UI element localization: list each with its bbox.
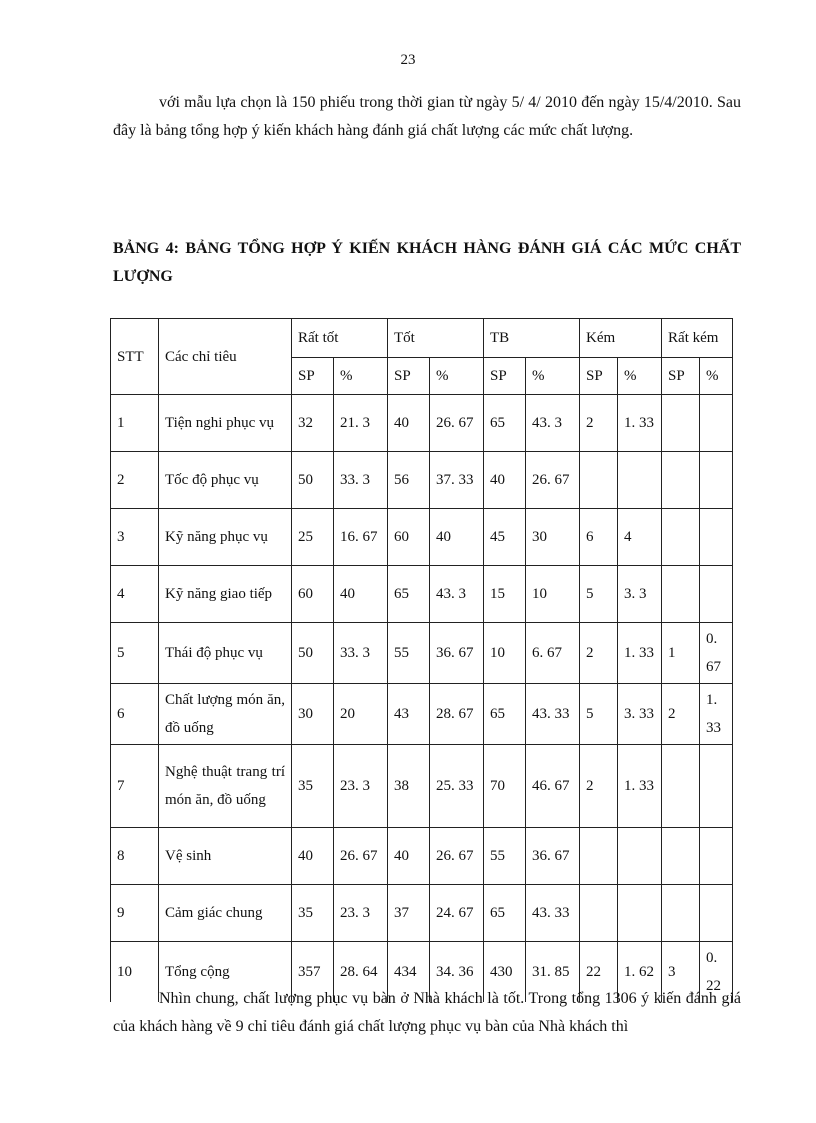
cell-percent: 28. 64 (334, 942, 388, 1003)
header-group: Tốt (388, 319, 484, 358)
cell-percent: 30 (526, 509, 580, 566)
cell-percent: 21. 3 (334, 395, 388, 452)
table-row (111, 885, 733, 942)
cell-percent: 34. 36 (430, 942, 484, 1003)
cell-percent: 28. 67 (430, 684, 484, 745)
cell-sp (580, 885, 618, 942)
cell-sp: 55 (484, 828, 526, 885)
cell-percent: 37. 33 (430, 452, 484, 509)
row-criteria: Nghệ thuật trang trí món ăn, đồ uống (159, 745, 292, 828)
cell-sp: 40 (388, 828, 430, 885)
table-body (111, 395, 733, 1003)
cell-percent (618, 828, 662, 885)
sub-header-sp: SP (662, 358, 700, 395)
cell-sp: 60 (388, 509, 430, 566)
cell-percent: 20 (334, 684, 388, 745)
closing-paragraph: Nhìn chung, chất lượng phục vụ bàn ở Nhà khách là tốt. Trong tổng 1306 ý kiến đánh giá của khách hàng về 9 chỉ tiêu đánh giá chất lượng phục vụ bàn của Nhà khách thì (113, 990, 741, 1035)
cell-sp: 25 (292, 509, 334, 566)
cell-sp: 434 (388, 942, 430, 1003)
table-title: BẢNG 4: BẢNG TỔNG HỢP Ý KIẾN KHÁCH HÀNG ĐÁNH GIÁ CÁC MỨC CHẤT LƯỢNG (113, 240, 741, 285)
cell-percent: 23. 3 (334, 745, 388, 828)
table-row (111, 828, 733, 885)
cell-percent (700, 745, 733, 828)
cell-percent: 1. 33 (618, 395, 662, 452)
cell-sp: 65 (484, 885, 526, 942)
cell-percent (700, 395, 733, 452)
cell-percent: 40 (334, 566, 388, 623)
table-row (111, 452, 733, 509)
intro-paragraph: với mẫu lựa chọn là 150 phiếu trong thời gian từ ngày 5/ 4/ 2010 đến ngày 15/4/2010. Sau đây là bảng tổng hợp ý kiến khách hàng đánh giá chất lượng các mức chất lượng. (113, 94, 741, 139)
sub-header-pct: % (334, 358, 388, 395)
cell-sp: 3 (662, 942, 700, 1003)
table-row (111, 509, 733, 566)
table-row (111, 395, 733, 452)
header-group: Kém (580, 319, 662, 358)
cell-percent: 33. 3 (334, 623, 388, 684)
evaluation-table (110, 318, 733, 1002)
row-stt: 2 (111, 452, 159, 509)
row-stt: 1 (111, 395, 159, 452)
cell-percent: 26. 67 (334, 828, 388, 885)
sub-header-sp: SP (388, 358, 430, 395)
cell-percent: 43. 3 (526, 395, 580, 452)
cell-sp (580, 828, 618, 885)
cell-sp: 50 (292, 452, 334, 509)
cell-sp: 22 (580, 942, 618, 1003)
cell-percent: 6. 67 (526, 623, 580, 684)
cell-sp: 30 (292, 684, 334, 745)
cell-sp: 35 (292, 885, 334, 942)
cell-sp: 56 (388, 452, 430, 509)
cell-percent: 1. 62 (618, 942, 662, 1003)
cell-percent (618, 452, 662, 509)
row-stt: 3 (111, 509, 159, 566)
cell-percent: 36. 67 (430, 623, 484, 684)
cell-sp (662, 885, 700, 942)
cell-sp: 10 (484, 623, 526, 684)
table-row (111, 623, 733, 684)
cell-sp: 55 (388, 623, 430, 684)
cell-percent (700, 885, 733, 942)
row-criteria: Tiện nghi phục vụ (159, 395, 292, 452)
cell-sp: 5 (580, 566, 618, 623)
cell-percent: 36. 67 (526, 828, 580, 885)
row-criteria: Thái độ phục vụ (159, 623, 292, 684)
row-stt: 8 (111, 828, 159, 885)
header-group: Rất kém (662, 319, 733, 358)
cell-percent: 1. 33 (700, 684, 733, 745)
cell-sp (580, 452, 618, 509)
cell-percent: 0. 67 (700, 623, 733, 684)
sub-header-pct: % (430, 358, 484, 395)
row-stt: 4 (111, 566, 159, 623)
cell-sp (662, 566, 700, 623)
cell-sp: 6 (580, 509, 618, 566)
sub-header-pct: % (526, 358, 580, 395)
header-group: Rất tốt (292, 319, 388, 358)
cell-percent: 16. 67 (334, 509, 388, 566)
cell-percent: 26. 67 (526, 452, 580, 509)
cell-percent: 10 (526, 566, 580, 623)
cell-percent (700, 452, 733, 509)
header-group: TB (484, 319, 580, 358)
row-criteria: Cảm giác chung (159, 885, 292, 942)
cell-sp: 15 (484, 566, 526, 623)
cell-sp: 65 (388, 566, 430, 623)
cell-percent: 26. 67 (430, 395, 484, 452)
header-stt: STT (111, 319, 159, 395)
row-stt: 6 (111, 684, 159, 745)
cell-sp: 40 (292, 828, 334, 885)
cell-sp (662, 509, 700, 566)
cell-percent: 46. 67 (526, 745, 580, 828)
cell-percent: 3. 33 (618, 684, 662, 745)
row-stt: 5 (111, 623, 159, 684)
cell-percent: 23. 3 (334, 885, 388, 942)
cell-sp: 60 (292, 566, 334, 623)
sub-header-pct: % (618, 358, 662, 395)
cell-percent: 4 (618, 509, 662, 566)
cell-percent: 26. 67 (430, 828, 484, 885)
cell-sp: 430 (484, 942, 526, 1003)
cell-sp: 70 (484, 745, 526, 828)
table-row (111, 566, 733, 623)
row-criteria: Tốc độ phục vụ (159, 452, 292, 509)
cell-sp: 2 (580, 745, 618, 828)
cell-percent: 25. 33 (430, 745, 484, 828)
cell-sp: 5 (580, 684, 618, 745)
cell-percent (700, 566, 733, 623)
row-criteria: Tổng cộng (159, 942, 292, 1003)
cell-percent: 43. 33 (526, 684, 580, 745)
sub-header-pct: % (700, 358, 733, 395)
row-criteria: Kỹ năng giao tiếp (159, 566, 292, 623)
cell-sp: 40 (388, 395, 430, 452)
cell-sp (662, 745, 700, 828)
table-row (111, 745, 733, 828)
cell-percent: 3. 3 (618, 566, 662, 623)
cell-sp: 45 (484, 509, 526, 566)
cell-sp: 38 (388, 745, 430, 828)
sub-header-sp: SP (484, 358, 526, 395)
cell-percent: 31. 85 (526, 942, 580, 1003)
sub-header-sp: SP (292, 358, 334, 395)
cell-sp (662, 452, 700, 509)
row-criteria: Kỹ năng phục vụ (159, 509, 292, 566)
cell-sp: 35 (292, 745, 334, 828)
cell-percent: 24. 67 (430, 885, 484, 942)
row-stt: 10 (111, 942, 159, 1003)
row-stt: 9 (111, 885, 159, 942)
cell-sp (662, 828, 700, 885)
cell-sp: 65 (484, 395, 526, 452)
row-criteria: Chất lượng món ăn, đồ uống (159, 684, 292, 745)
cell-sp: 65 (484, 684, 526, 745)
cell-percent: 40 (430, 509, 484, 566)
sub-header-sp: SP (580, 358, 618, 395)
page-number: 23 (400, 52, 416, 68)
cell-percent: 43. 33 (526, 885, 580, 942)
cell-percent: 33. 3 (334, 452, 388, 509)
cell-sp: 32 (292, 395, 334, 452)
cell-sp: 2 (580, 623, 618, 684)
cell-sp: 357 (292, 942, 334, 1003)
cell-percent (700, 509, 733, 566)
table-row (111, 684, 733, 745)
cell-sp: 1 (662, 623, 700, 684)
row-stt: 7 (111, 745, 159, 828)
cell-percent: 43. 3 (430, 566, 484, 623)
cell-sp (662, 395, 700, 452)
cell-sp: 2 (662, 684, 700, 745)
cell-percent (618, 885, 662, 942)
cell-percent: 1. 33 (618, 745, 662, 828)
header-criteria: Các chỉ tiêu (159, 319, 292, 395)
cell-sp: 37 (388, 885, 430, 942)
cell-sp: 40 (484, 452, 526, 509)
row-criteria: Vệ sinh (159, 828, 292, 885)
cell-percent: 0. 22 (700, 942, 733, 1003)
cell-percent: 1. 33 (618, 623, 662, 684)
cell-sp: 50 (292, 623, 334, 684)
cell-percent (700, 828, 733, 885)
cell-sp: 2 (580, 395, 618, 452)
cell-sp: 43 (388, 684, 430, 745)
